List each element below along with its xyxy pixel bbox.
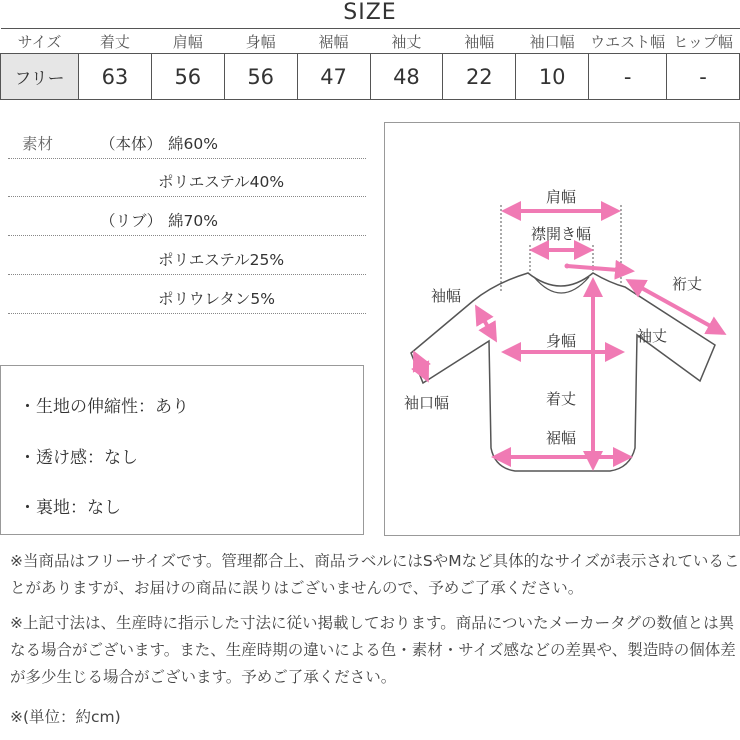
label-hem: 裾幅 <box>545 429 577 447</box>
cell-cuff: 10 <box>516 54 589 100</box>
material-value: ポリウレタン5% <box>158 290 275 308</box>
label-neck: 襟開き幅 <box>530 225 592 243</box>
size-table <box>0 28 740 100</box>
cell-shoulder: 56 <box>151 54 224 100</box>
table-row <box>1 54 740 100</box>
header-sleeve-width: 袖幅 <box>443 29 516 54</box>
header-hip: ヒップ幅 <box>667 29 740 54</box>
label-sleeve-length: 袖丈 <box>637 327 668 345</box>
material-row <box>8 120 366 159</box>
size-title: SIZE <box>343 0 397 25</box>
material-label: 素材 <box>22 135 54 153</box>
material-row <box>8 197 366 236</box>
note-measurements: ※上記寸法は、生産時に指示した寸法に従い掲載しております。商品についたメーカータグの数値とは異なる場合がございます。また、生産時期の違いによる色・素材・サイズ感などの差異や、製造時の個体差が多少生じる場合がございます。予めご了承ください。 <box>10 614 736 686</box>
label-sleeve-width: 袖幅 <box>431 287 462 305</box>
material-part: （本体） <box>100 135 163 153</box>
header-cuff: 袖口幅 <box>516 29 589 54</box>
material-row <box>8 275 366 314</box>
label-length: 着丈 <box>545 390 577 408</box>
sleeve-width-arrow <box>477 308 495 339</box>
garment-diagram-svg <box>385 123 739 535</box>
header-hem: 裾幅 <box>297 29 370 54</box>
cell-size: フリー <box>1 54 79 100</box>
label-cuff: 袖口幅 <box>404 394 450 412</box>
garment-neckline <box>534 277 589 293</box>
label-yuki: 裄丈 <box>672 275 703 293</box>
header-waist: ウエスト幅 <box>589 29 667 54</box>
size-table-header <box>1 29 740 54</box>
header-size: サイズ <box>1 29 79 54</box>
note-unit: ※(単位：約cm) <box>10 708 121 726</box>
yuki-start-dot <box>565 264 570 269</box>
cell-body-width: 56 <box>224 54 297 100</box>
material-value: ポリエステル40% <box>158 173 285 191</box>
cell-hem: 47 <box>297 54 370 100</box>
header-body-width: 身幅 <box>224 29 297 54</box>
cell-hip: - <box>667 54 740 100</box>
cell-sleeve-length: 48 <box>370 54 443 100</box>
cell-sleeve-width: 22 <box>443 54 516 100</box>
cell-length: 63 <box>79 54 152 100</box>
material-value: 綿60% <box>168 135 218 153</box>
material-part: （リブ） <box>100 212 163 230</box>
note-free-size: ※当商品はフリーサイズです。管理都合上、商品ラベルにはSやMなど具体的なサイズが表示されていることがありますが、お届けの商品に誤りはございませんので、予めご了承ください。 <box>10 552 740 597</box>
property-stretch: ・生地の伸縮性：あり <box>19 397 189 417</box>
cell-waist: - <box>589 54 667 100</box>
material-row <box>8 236 366 275</box>
material-value: ポリエステル25% <box>158 251 285 269</box>
header-length: 着丈 <box>79 29 152 54</box>
material-value: 綿70% <box>168 212 218 230</box>
fabric-properties-box <box>0 365 364 535</box>
material-row <box>8 158 366 197</box>
property-sheerness: ・透け感：なし <box>19 448 138 468</box>
property-lining: ・裏地：なし <box>19 498 121 518</box>
measurement-diagram <box>384 122 740 536</box>
label-shoulder: 肩幅 <box>545 188 577 206</box>
header-sleeve-length: 袖丈 <box>370 29 443 54</box>
header-shoulder: 肩幅 <box>151 29 224 54</box>
label-body-width: 身幅 <box>545 332 577 350</box>
